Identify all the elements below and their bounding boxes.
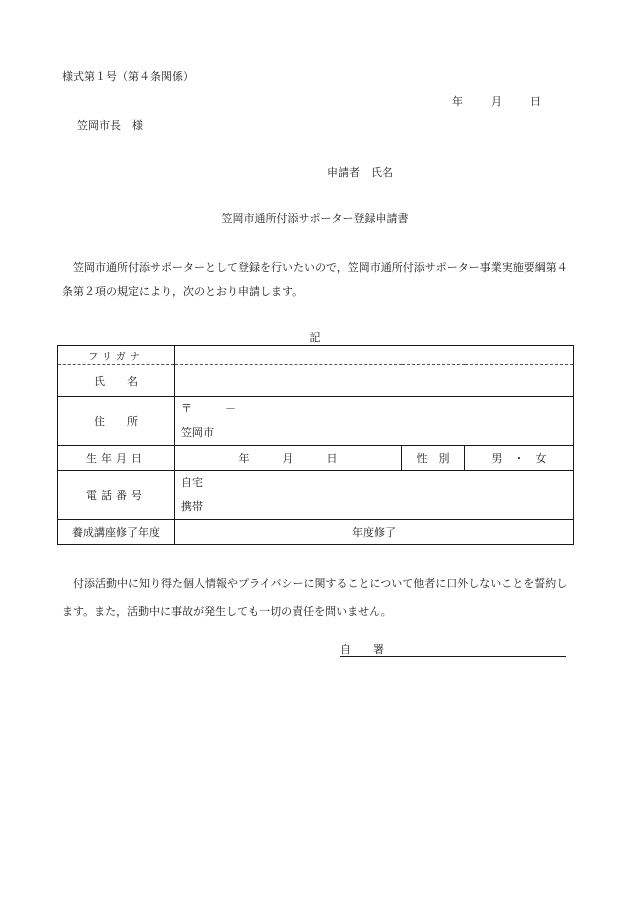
date-day: 日 — [530, 95, 541, 108]
form-number: 様式第１号（第４条関係） — [62, 70, 194, 83]
name-label: 氏 名 — [58, 365, 175, 397]
address-row — [58, 397, 574, 446]
applicant-name-label: 申請者 氏名 — [327, 166, 393, 179]
phone-label: 電話番号 — [58, 471, 175, 520]
gender-field[interactable]: 男 ・ 女 — [465, 446, 574, 471]
course-label: 養成講座修了年度 — [58, 520, 175, 545]
furigana-label: フリガナ — [58, 346, 175, 365]
date-year: 年 — [452, 95, 463, 108]
address-city: 笠岡市 — [181, 426, 214, 439]
phone-mobile-label: 携帯 — [181, 500, 203, 513]
phone-row — [58, 471, 574, 520]
address-label: 住 所 — [58, 397, 175, 446]
signature-line[interactable] — [340, 656, 566, 657]
phone-home-label: 自宅 — [181, 476, 203, 489]
application-statement: 笠岡市通所付添サポーターとして登録を行いたいので，笠岡市通所付添サポーター事業実施要綱第４条第２項の規定により，次のとおり申請します。 — [62, 261, 568, 298]
birthdate-gender-row — [58, 446, 574, 471]
date-line — [452, 93, 541, 109]
name-field[interactable] — [175, 365, 574, 397]
application-form-table — [57, 345, 574, 545]
addressee: 笠岡市長 様 — [77, 119, 143, 132]
signature-label: 自 署 — [340, 643, 384, 656]
gender-label: 性 別 — [402, 446, 465, 471]
course-row — [58, 520, 574, 545]
furigana-field[interactable] — [175, 346, 574, 365]
document-title: 笠岡市通所付添サポーター登録申請書 — [221, 212, 409, 225]
phone-field[interactable] — [175, 471, 574, 520]
date-month: 月 — [491, 95, 502, 108]
address-field[interactable] — [175, 397, 574, 446]
birthdate-label: 生年月日 — [58, 446, 175, 471]
course-field[interactable]: 年度修了 — [175, 520, 574, 545]
birthdate-field[interactable]: 年 月 日 — [175, 446, 402, 471]
postal-code-mark: 〒 － — [181, 402, 236, 415]
name-row — [58, 365, 574, 397]
furigana-row — [58, 346, 574, 365]
pledge-statement: 付添活動中に知り得た個人情報やプライバシーに関することについて他者に口外しないことを誓約します。また，活動中に事故が発生しても一切の責任を問いません。 — [62, 577, 568, 618]
ki-marker: 記 — [309, 331, 321, 344]
